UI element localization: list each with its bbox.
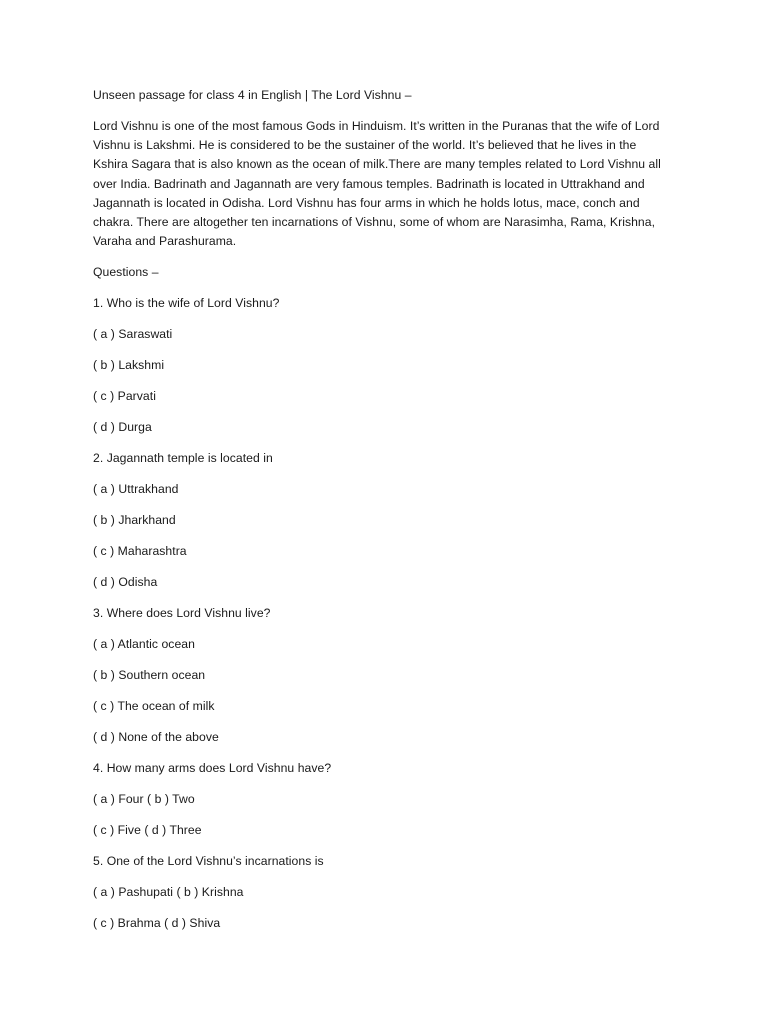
question-5-options-ab: ( a ) Pashupati ( b ) Krishna bbox=[93, 885, 244, 900]
question-2: 2. Jagannath temple is located in bbox=[93, 451, 273, 466]
question-5: 5. One of the Lord Vishnu’s incarnations is bbox=[93, 854, 324, 869]
question-block-1 bbox=[93, 294, 673, 437]
question-block-4 bbox=[93, 759, 673, 840]
question-1-option-d: ( d ) Durga bbox=[93, 420, 152, 435]
question-1-option-b: ( b ) Lakshmi bbox=[93, 358, 165, 373]
question-block-3 bbox=[93, 604, 673, 747]
document-title: Unseen passage for class 4 in English | The Lord Vishnu – bbox=[93, 88, 412, 102]
question-1-option-c: ( c ) Parvati bbox=[93, 389, 156, 404]
question-3-option-c: ( c ) The ocean of milk bbox=[93, 699, 215, 714]
question-1-option-a: ( a ) Saraswati bbox=[93, 327, 173, 342]
question-4-options-cd: ( c ) Five ( d ) Three bbox=[93, 823, 202, 838]
question-block-2 bbox=[93, 449, 673, 592]
question-block-5 bbox=[93, 852, 673, 933]
question-2-option-d: ( d ) Odisha bbox=[93, 575, 158, 590]
question-4-options-ab: ( a ) Four ( b ) Two bbox=[93, 792, 195, 807]
question-2-option-c: ( c ) Maharashtra bbox=[93, 544, 187, 559]
question-1: 1. Who is the wife of Lord Vishnu? bbox=[93, 296, 280, 311]
question-2-option-b: ( b ) Jharkhand bbox=[93, 513, 176, 528]
question-4: 4. How many arms does Lord Vishnu have? bbox=[93, 761, 332, 776]
question-3-option-a: ( a ) Atlantic ocean bbox=[93, 637, 195, 652]
questions-heading: Questions – bbox=[93, 265, 159, 280]
question-5-options-cd: ( c ) Brahma ( d ) Shiva bbox=[93, 916, 221, 931]
question-3: 3. Where does Lord Vishnu live? bbox=[93, 606, 271, 621]
question-3-option-b: ( b ) Southern ocean bbox=[93, 668, 206, 683]
question-3-option-d: ( d ) None of the above bbox=[93, 730, 219, 745]
question-2-option-a: ( a ) Uttrakhand bbox=[93, 482, 179, 497]
passage-text: Lord Vishnu is one of the most famous Gods in Hinduism. It’s written in the Puranas that the wife of Lord Vishnu is Lakshmi. He is considered to be the sustainer of the world. It’s believed that he lives in the Kshira Sagara that is also known as the ocean of milk.There are many temples related to Lord Vishnu all over India. Badrinath and Jagannath are very famous temples. Badrinath is located in Uttrakhand and Jagannath is located in Odisha. Lord Vishnu has four arms in which he holds lotus, mace, conch and chakra. There are altogether ten incarnations of Vishnu, some of whom are Narasimha, Rama, Krishna, Varaha and Parashurama. bbox=[93, 119, 661, 249]
document-page bbox=[93, 86, 673, 933]
